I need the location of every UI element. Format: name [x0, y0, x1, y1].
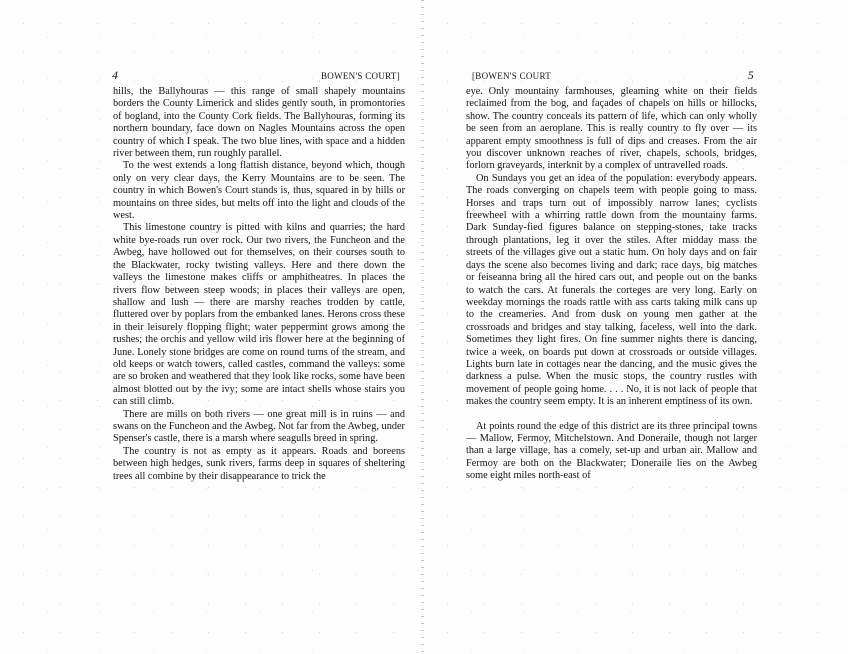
paragraph: eye. Only mountainy farmhouses, gleaming white on their fields reclaimed from the bog, and façades of chapels on hills or hillocks, show. The country conceals its pattern of life, which can only wholly be seen from an aeroplane. This is really country to fly over — its apparent empty smoothness is full of dips and creases. From the air you discover unknown reaches of river, chapels, schools, bridges, forlorn graveyards, interknit by a complex of untravelled roads. — [466, 86, 757, 172]
left-running-head: BOWEN'S COURT] — [320, 71, 400, 81]
right-page — [424, 0, 848, 654]
paragraph: hills, the Ballyhouras — this range of small shapely mountains borders the County Limerick and slides gently south, in promontories of bogland, into the County Cork fields. The Ballyhouras, forming its northern boundary, face down on Nagles Mountains across the open country of which I speak. The two blue lines, with space and a hidden river between them, run roughly parallel. — [113, 86, 405, 160]
paragraph: To the west extends a long flattish distance, beyond which, though only on very clear days, the Kerry Mountains are to be seen. The country in which Bowen's Court stands is, thus, squared in by hills or mountains on three sides, but melts off into the light and clouds of the west. — [113, 160, 405, 222]
right-page-body — [466, 86, 757, 483]
paragraph: On Sundays you get an idea of the population: everybody appears. The roads converging on chapels teem with people going to mass. Horses and traps turn out of impossibly narrow lanes; cyclists freewheel with a whirring rattle down from the mountainy farms. Dark Sunday-fied figures balance on stepping-stones, take tracks through plantations, leg it over the stiles. After midday mass the streets of the villages give out a static hum. On holy days and on fair days the scene also becomes living and dark; race days, big matches or feiseanna bring all the hired cars out, and people out on the banks to watch the cars. At funerals the corteges are very long. Early on weekday mornings the roads rattle with ass carts taking milk cans up to the creameries. And from dusk on young men gather at the crossroads and bridges and stay talking, faceless, well into the dark. Sometimes they light fires. On fine summer nights there is dancing, twice a week, on boards put down at crossroads or outside villages. Lights burn late in cottages near the dancing, and the music gives the darkness a pulse. When the music stops, the country rustles with movement of people going home. . . . No, it is not lack of people that makes the country seem empty. It is an inherent emptiness of its own. — [466, 172, 757, 408]
right-page-header — [466, 68, 754, 85]
right-page-number: 5 — [747, 68, 754, 82]
right-running-head: [BOWEN'S COURT — [472, 71, 552, 81]
left-page-header — [112, 68, 400, 85]
left-page-body — [113, 86, 405, 483]
paragraph: There are mills on both rivers — one great mill is in ruins — and swans on the Funcheon and the Awbeg. Not far from the Awbeg, under Spenser's castle, there is a marsh where seagulls breed in spring. — [113, 408, 405, 445]
left-page-number: 4 — [112, 68, 119, 82]
paragraph: The country is not as empty as it appears. Roads and boreens between high hedges, sunk rivers, farms deep in squares of sheltering trees all combine by their disappearance to trick the — [113, 445, 405, 482]
paragraph: This limestone country is pitted with kilns and quarries; the hard white bye-roads run over rock. Our two rivers, the Funcheon and the Awbeg, have hollowed out for themselves, on their courses south to the Blackwater, rocky twisting valleys. Here and there down the valleys the limestone makes cliffs or amphitheatres. In places the rivers flow between steep woods; in places their valleys are open, shallow and lush — there are marshy reaches trodden by cattle, fluttered over by poplars from the embanked lanes. Herons cross these in their leisurely flopping flight; water peppermint grows among the rushes; the orchis and yellow wild iris flower here at the beginning of June. Lonely stone bridges are come on round turns of the stream, and old keeps or watch towers, called castles, command the valleys: some are so broken and weathered that they look like rocks, some have been almost blotted out by the ivy; some are intact shells whose stairs you can still climb. — [113, 222, 405, 408]
paragraph: At points round the edge of this district are its three principal towns — Mallow, Fermoy, Mitchelstown. And Doneraile, though not larger than a large village, has a comely, set-up and urban air. Mallow and Fermoy are both on the Blackwater; Doneraile lies on the Awbeg some eight miles north-east of — [466, 420, 757, 482]
